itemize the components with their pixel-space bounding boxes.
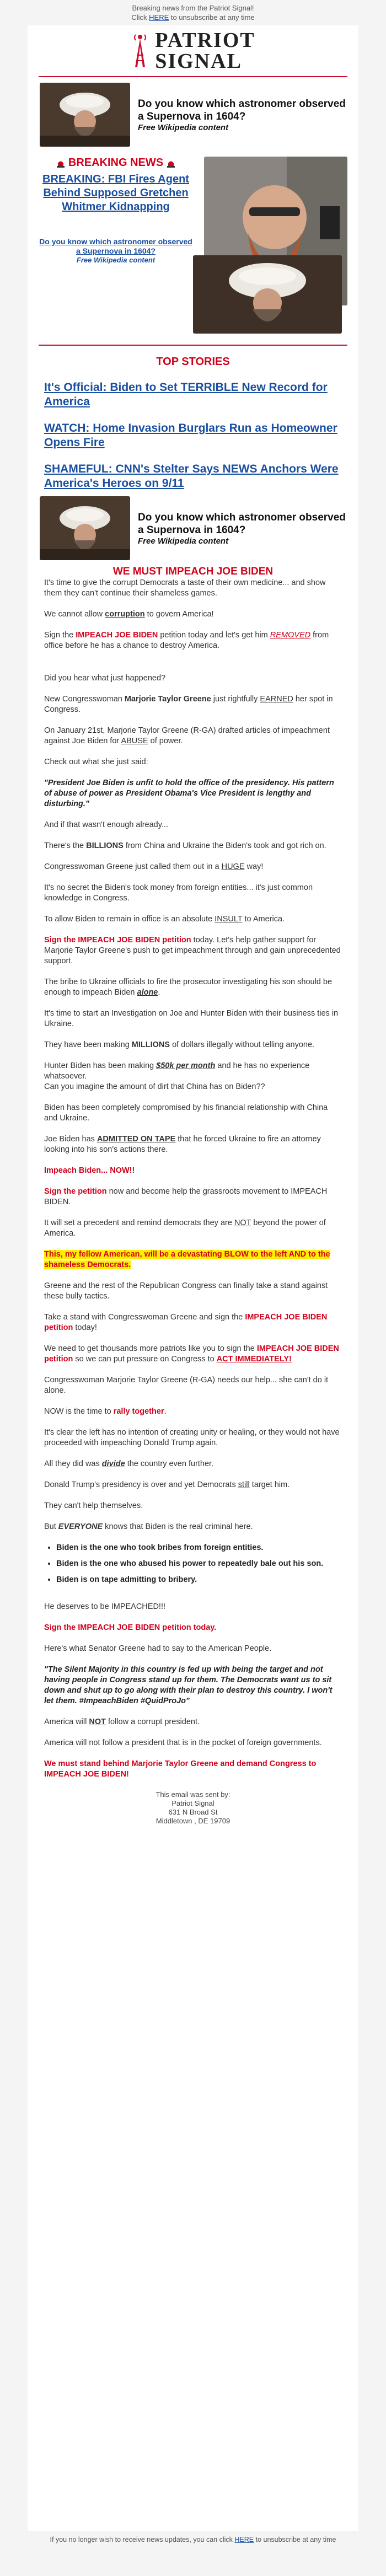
ad-subtitle: Free Wikipedia content (138, 536, 229, 546)
text: to govern America! (144, 610, 214, 619)
section-divider (39, 345, 347, 346)
paragraph (44, 1134, 342, 1155)
petition-link[interactable]: Sign the IMPEACH JOE BIDEN petition (44, 936, 191, 944)
text: today. Let's help gather support for Marjorie Taylor Greene's push to get impeachment through and gain unprecedented support. (44, 936, 341, 965)
alone-emphasis: alone (137, 988, 158, 997)
text: We cannot allow (44, 610, 105, 619)
text: from China and Ukraine the Biden's took and got rich on. (123, 841, 326, 850)
paragraph (44, 1480, 342, 1490)
paragraph (44, 630, 342, 651)
not-emphasis: NOT (89, 1718, 106, 1726)
text: Joe Biden has (44, 1135, 97, 1144)
paragraph (44, 726, 342, 747)
unsubscribe-bottom-link[interactable]: HERE (234, 2536, 254, 2543)
text: The bribe to Ukraine officials to fire the prosecutor investigating his son should be enough to impeach Biden (44, 978, 333, 997)
paragraph (44, 1344, 342, 1365)
footer-address (28, 1790, 358, 1826)
ad2-title[interactable]: Do you know which astronomer observed a Supernova in 1604? (39, 237, 192, 255)
paragraph: Here's what Senator Greene had to say to the American People. (44, 1644, 272, 1653)
billions-emphasis: BILLIONS (86, 841, 124, 850)
text: They have been making (44, 1040, 132, 1049)
paragraph (44, 694, 342, 715)
ad-copy (138, 511, 346, 546)
text: . (158, 988, 160, 997)
text: to America. (242, 915, 285, 924)
top-story-link[interactable]: WATCH: Home Invasion Burglars Run as Homeowner Opens Fire (44, 422, 337, 449)
petition-link[interactable]: IMPEACH JOE BIDEN petition (44, 1313, 328, 1332)
list-item: • Biden is the one who abused his power to repeatedly bale out his son. (56, 1559, 342, 1569)
rally-emphasis: rally together (113, 1407, 164, 1416)
everyone-emphasis: EVERYONE (58, 1522, 103, 1531)
logo-line1: PATRIOT (155, 29, 255, 52)
paragraph (44, 1459, 342, 1469)
petition-link[interactable]: IMPEACH JOE BIDEN (76, 631, 158, 640)
text: Sign the (44, 631, 76, 640)
text: from office before he has a chance to destroy America. (44, 631, 329, 650)
footer-line: Patriot Signal (171, 1799, 215, 1807)
text: so we can put pressure on Congress to (73, 1355, 217, 1364)
paragraph (44, 1187, 342, 1208)
text: petition today and let's get him (158, 631, 270, 640)
sign-petition-link[interactable]: Sign the petition (44, 1187, 107, 1196)
sponsored-ad-1[interactable] (40, 83, 346, 147)
logo-wordmark (155, 30, 255, 72)
text: On January 21st, Marjorie Taylor Greene (R-GA) drafted articles of impeachment against Joe Biden for (44, 726, 330, 745)
paragraph: Biden has been completely compromised by his financial relationship with China and Ukraine. (44, 1103, 328, 1123)
ad2-subtitle: Free Wikipedia content (76, 256, 156, 264)
preheader (0, 0, 386, 22)
text: her spot in Congress. (44, 695, 333, 714)
corruption-link[interactable]: corruption (105, 610, 145, 619)
paragraph: Greene and the rest of the Republican Congress can finally take a stand against these bully tactics. (44, 1281, 328, 1301)
footer-line: Middletown , DE 19709 (156, 1817, 230, 1825)
impeach-now-callout: Impeach Biden... NOW!! (44, 1166, 135, 1175)
paragraph: He deserves to be IMPEACHED!!! (44, 1602, 165, 1611)
abuse-emphasis: ABUSE (121, 737, 148, 745)
paragraph: Congresswoman Marjorie Taylor Greene (R-GA) needs our help... she can't do it alone. (44, 1376, 329, 1395)
paragraph (44, 935, 342, 967)
unsubscribe-top-link[interactable]: HERE (149, 13, 169, 22)
petition-link[interactable]: IMPEACH JOE BIDEN petition (44, 1344, 339, 1364)
top-stories-heading: TOP STORIES (156, 356, 230, 368)
radio-tower-icon (131, 33, 149, 68)
text: Take a stand with Congresswoman Greene and sign the (44, 1313, 245, 1322)
text: But (44, 1522, 58, 1531)
ad-title[interactable]: Do you know which astronomer observed a Supernova in 1604? (138, 511, 346, 536)
footer-line: This email was sent by: (156, 1790, 230, 1799)
siren-icon (167, 159, 175, 168)
text: All they did was (44, 1459, 102, 1468)
paragraph (44, 1407, 342, 1417)
siren-icon (56, 159, 65, 168)
paragraph: It's time to give the corrupt Democrats a taste of their own medicine... and show them they can't continue their shameless games. (44, 578, 326, 598)
paragraph (44, 609, 342, 620)
removed-emphasis: REMOVED (270, 631, 311, 640)
list-item: • Biden is on tape admitting to bribery. (56, 1575, 342, 1585)
preheader-line2 (0, 13, 386, 22)
ad-title[interactable]: Do you know which astronomer observed a Supernova in 1604? (138, 98, 346, 122)
text: If you no longer wish to receive news updates, you can click (50, 2536, 235, 2543)
paragraph: It's no secret the Biden's took money from foreign entities... it's just common knowledge in Congress. (44, 883, 313, 903)
top-story-link[interactable]: It's Official: Biden to Set TERRIBLE New Record for America (44, 381, 328, 408)
text: . (164, 1407, 167, 1416)
preheader-line1: Breaking news from the Patriot Signal! (132, 4, 254, 12)
text: and he has no experience whatsoever. (44, 1061, 310, 1081)
paragraph (44, 977, 342, 998)
text: that he forced Ukraine to fire an attorney looking into his son's actions there. (44, 1135, 321, 1154)
paragraph (44, 1522, 342, 1532)
divide-emphasis: divide (101, 1459, 125, 1468)
paragraph (44, 1218, 342, 1239)
paragraph: America will not follow a president that is in the pocket of foreign governments. (44, 1738, 322, 1747)
paragraph (44, 1312, 342, 1333)
breaking-headline-link[interactable]: BREAKING: FBI Fires Agent Behind Supposed Gretchen Whitmer Kidnapping (42, 173, 189, 213)
breaking-label-text: BREAKING NEWS (68, 157, 164, 169)
sponsored-ad-3[interactable] (40, 496, 346, 560)
paragraph (44, 841, 342, 851)
millions-emphasis: MILLIONS (131, 1040, 170, 1049)
paragraph (44, 862, 342, 872)
still-emphasis: still (238, 1480, 250, 1489)
text: of power. (148, 737, 183, 745)
charges-list (44, 1543, 342, 1585)
text: way! (244, 862, 264, 871)
paragraph (44, 1040, 342, 1050)
huge-emphasis: HUGE (221, 862, 245, 871)
ad-photo[interactable] (193, 255, 342, 334)
article-headline: WE MUST IMPEACH JOE BIDEN (112, 566, 274, 577)
paragraph (44, 1717, 342, 1727)
header-divider (39, 76, 347, 77)
footer-line: 631 N Broad St (168, 1808, 218, 1816)
quote: "President Joe Biden is unfit to hold the office of the presidency. His pattern of abuse of power as President Obama's Vice President is lengthy and disturbing." (44, 779, 334, 808)
preheader-suffix: to unsubscribe at any time (169, 13, 255, 22)
text: knows that Biden is the real criminal here. (103, 1522, 253, 1531)
paragraph: It's time to start an Investigation on Joe and Hunter Biden with their business ties in Ukraine. (44, 1009, 339, 1028)
paragraph (44, 914, 342, 925)
text: We need to get thousands more patriots like you to sign the (44, 1344, 257, 1353)
list-item: • Biden is the one who took bribes from foreign entities. (56, 1543, 342, 1553)
ad-copy (138, 98, 346, 132)
paragraph: It's clear the left has no intention of creating unity or healing, or they would not have proceeded with impeaching Donald Trump again. (44, 1428, 340, 1447)
paragraph (44, 1249, 342, 1270)
quote: "The Silent Majority in this country is fed up with being the target and not having people in Congress stand up for them. The Democrats want us to sit down and shut up to go along with their plan to destroy this country. I won't let them. #ImpeachBiden #QuidProJo" (44, 1665, 333, 1705)
ad-thumbnail-image (40, 496, 130, 560)
ad-photo-row (39, 308, 347, 334)
admitted-emphasis: ADMITTED ON TAPE (96, 1135, 176, 1144)
text: beyond the power of America. (44, 1219, 326, 1238)
logo-line2: SIGNAL (155, 50, 242, 73)
highlighted-callout: This, my fellow American, will be a devastating BLOW to the left AND to the shameless Democrats. (44, 1250, 330, 1269)
text: to unsubscribe at any time (254, 2536, 336, 2543)
insult-emphasis: INSULT (215, 915, 243, 924)
text: the country even further. (125, 1459, 214, 1468)
breaking-news-label (39, 157, 193, 169)
text: It will set a precedent and remind democrats they are (44, 1219, 234, 1227)
article-body (44, 578, 342, 1780)
ad-subtitle: Free Wikipedia content (138, 122, 229, 132)
paragraph: Did you hear what just happened? (44, 674, 166, 683)
text: target him. (249, 1480, 290, 1489)
fifty-k-emphasis: $50k per month (156, 1061, 216, 1070)
text: NOW is the time to (44, 1407, 114, 1416)
paragraph (44, 1623, 342, 1633)
text: follow a corrupt president. (105, 1718, 200, 1726)
not-emphasis: NOT (234, 1219, 251, 1227)
unsubscribe-footer (0, 2535, 386, 2544)
text: Congresswoman Greene just called them out in a (44, 862, 222, 871)
paragraph: Check out what she just said: (44, 758, 148, 766)
text: just rightfully (211, 695, 260, 704)
text: New Congresswoman (44, 695, 125, 704)
preheader-prefix: Click (131, 13, 149, 22)
text: America will (44, 1718, 89, 1726)
email-body (28, 25, 358, 2531)
breaking-column (39, 157, 193, 308)
patriot-signal-logo[interactable] (28, 25, 358, 76)
text: Donald Trump's presidency is over and yet Democrats (44, 1480, 238, 1489)
closing-callout: We must stand behind Marjorie Taylor Greene and demand Congress to IMPEACH JOE BIDEN! (44, 1759, 317, 1779)
act-now-emphasis: ACT IMMEDIATELY! (216, 1355, 292, 1364)
paragraph: And if that wasn't enough already... (44, 820, 168, 829)
text: To allow Biden to remain in office is an absolute (44, 915, 215, 924)
mtg-name: Marjorie Taylor Greene (124, 695, 211, 704)
text: Can you imagine the amount of dirt that China has on Biden?? (44, 1082, 265, 1091)
text: today! (73, 1323, 97, 1332)
text: of dollars illegally without telling anyone. (170, 1040, 315, 1049)
text: now and become help the grassroots movement to IMPEACH BIDEN. (44, 1187, 328, 1206)
paragraph (44, 1061, 342, 1092)
paragraph: They can't help themselves. (44, 1501, 143, 1510)
ad-thumbnail-image (40, 83, 130, 147)
text: Hunter Biden has been making (44, 1061, 157, 1070)
sponsored-ad-2[interactable] (39, 237, 193, 264)
text: There's the (44, 841, 87, 850)
top-story-link[interactable]: SHAMEFUL: CNN's Stelter Says NEWS Anchors Were America's Heroes on 9/11 (44, 463, 339, 490)
earned-emphasis: EARNED (260, 695, 293, 704)
petition-link[interactable]: Sign the IMPEACH JOE BIDEN petition today. (44, 1623, 217, 1632)
